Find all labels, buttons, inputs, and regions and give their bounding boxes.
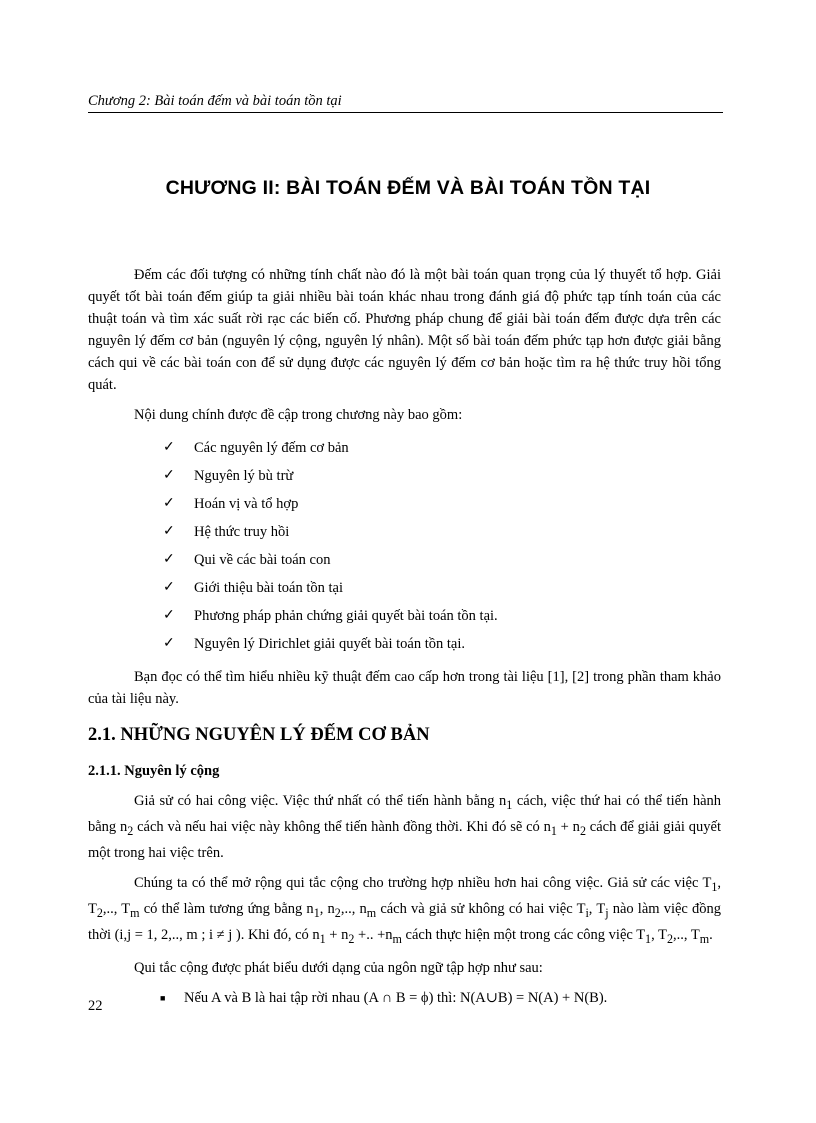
list-item: ✓ Qui về các bài toán con bbox=[163, 546, 721, 574]
rule-paragraph-3: Qui tắc cộng được phát biểu dưới dạng của ngôn ngữ tập hợp như sau: bbox=[134, 960, 543, 977]
check-icon: ✓ bbox=[163, 440, 175, 455]
check-icon: ✓ bbox=[163, 608, 175, 623]
rule-paragraph-1: Giả sử có hai công việc. Việc thứ nhất có thể tiến hành bằng $n_1$ cách, việc thứ hai có thể tiến hành bằng $n_2$ cách và nếu hai việc này không thể tiến hành đồng thời. Khi đó sẽ có $n_1 + n_2$ cách để giải giải quyết một trong hai việc trên. bbox=[88, 793, 722, 861]
intro-paragraph-2: Nội dung chính được đề cập trong chương này bao gồm: bbox=[134, 407, 463, 423]
list-item: ✓ Giới thiệu bài toán tồn tại bbox=[163, 574, 721, 602]
rule-paragraph-2: Chúng ta có thể mở rộng qui tắc cộng cho trường hợp nhiều hơn hai công việc. Giả sử các việc $T_1$, $T_2$,.., $T_m$ có thể làm tương ứng bằng $n_1$, $n_2$,.., $n_m$ cách và giả sử không có hai việc $T_i$, $T_j$ nào làm việc đồng thời (i,j = 1, 2,.., m ; i ≠ j ). Khi đó, có $n_1 + n_2$ +.. $+n_m$ cách thực hiện một trong các công việc $T_1$, $T_2$,.., $T_m$. bbox=[88, 874, 722, 946]
list-item: ✓ Nguyên lý bù trừ bbox=[163, 462, 721, 490]
check-icon: ✓ bbox=[163, 552, 175, 567]
intro-paragraph-1: Đếm các đối tượng có những tính chất nào đó là một bài toán quan trọng của lý thuyết tổ hợp. Giải quyết tốt bài toán đếm giúp ta giải nhiều bài toán khác nhau trong đánh giá độ phức tạp tính toán của các thuật toán và tìm xác suất rời rạc các biến cố. Phương pháp chung để giải bài toán đếm được dựa trên các nguyên lý đếm cơ bản (nguyên lý cộng, nguyên lý nhân). Một số bài toán đếm phức tạp hơn được giải bằng cách qui về các bài toán con để sử dụng được các nguyên lý đếm cơ bản hoặc tìm ra hệ thức truy hồi tổng quát. bbox=[88, 267, 721, 393]
running-header: Chương 2: Bài toán đếm và bài toán tồn tại bbox=[88, 93, 723, 113]
check-icon: ✓ bbox=[163, 524, 175, 539]
chapter-contents-list bbox=[88, 434, 721, 658]
intro-paragraph-3: Bạn đọc có thể tìm hiểu nhiều kỹ thuật đếm cao cấp hơn trong tài liệu [1], [2] trong phần tham khảo của tài liệu này. bbox=[88, 669, 721, 707]
set-rule-statement: Nếu A và B là hai tập rời nhau (A ∩ B = ϕ) thì: N(A∪B) = N(A) + N(B). bbox=[184, 990, 608, 1007]
subsection-heading: 2.1.1. Nguyên lý cộng bbox=[88, 763, 220, 779]
list-item: ✓ Nguyên lý Dirichlet giải quyết bài toán tồn tại. bbox=[163, 630, 721, 658]
list-item: ✓ Phương pháp phản chứng giải quyết bài toán tồn tại. bbox=[163, 602, 721, 630]
list-item: ✓ Hoán vị và tổ hợp bbox=[163, 490, 721, 518]
check-icon: ✓ bbox=[163, 496, 175, 511]
list-item bbox=[88, 987, 721, 1009]
square-bullet-icon: ■ bbox=[160, 993, 166, 1004]
check-icon: ✓ bbox=[163, 580, 175, 595]
list-item: ✓ Các nguyên lý đếm cơ bản bbox=[163, 434, 721, 462]
page-number: 22 bbox=[88, 998, 103, 1014]
check-icon: ✓ bbox=[163, 468, 175, 483]
page-content bbox=[88, 264, 721, 1009]
section-heading: 2.1. NHỮNG NGUYÊN LÝ ĐẾM CƠ BẢN bbox=[88, 725, 430, 745]
list-item: ✓ Hệ thức truy hồi bbox=[163, 518, 721, 546]
chapter-title: CHƯƠNG II: BÀI TOÁN ĐẾM VÀ BÀI TOÁN TỒN TẠI bbox=[165, 177, 651, 199]
check-icon: ✓ bbox=[163, 636, 175, 651]
